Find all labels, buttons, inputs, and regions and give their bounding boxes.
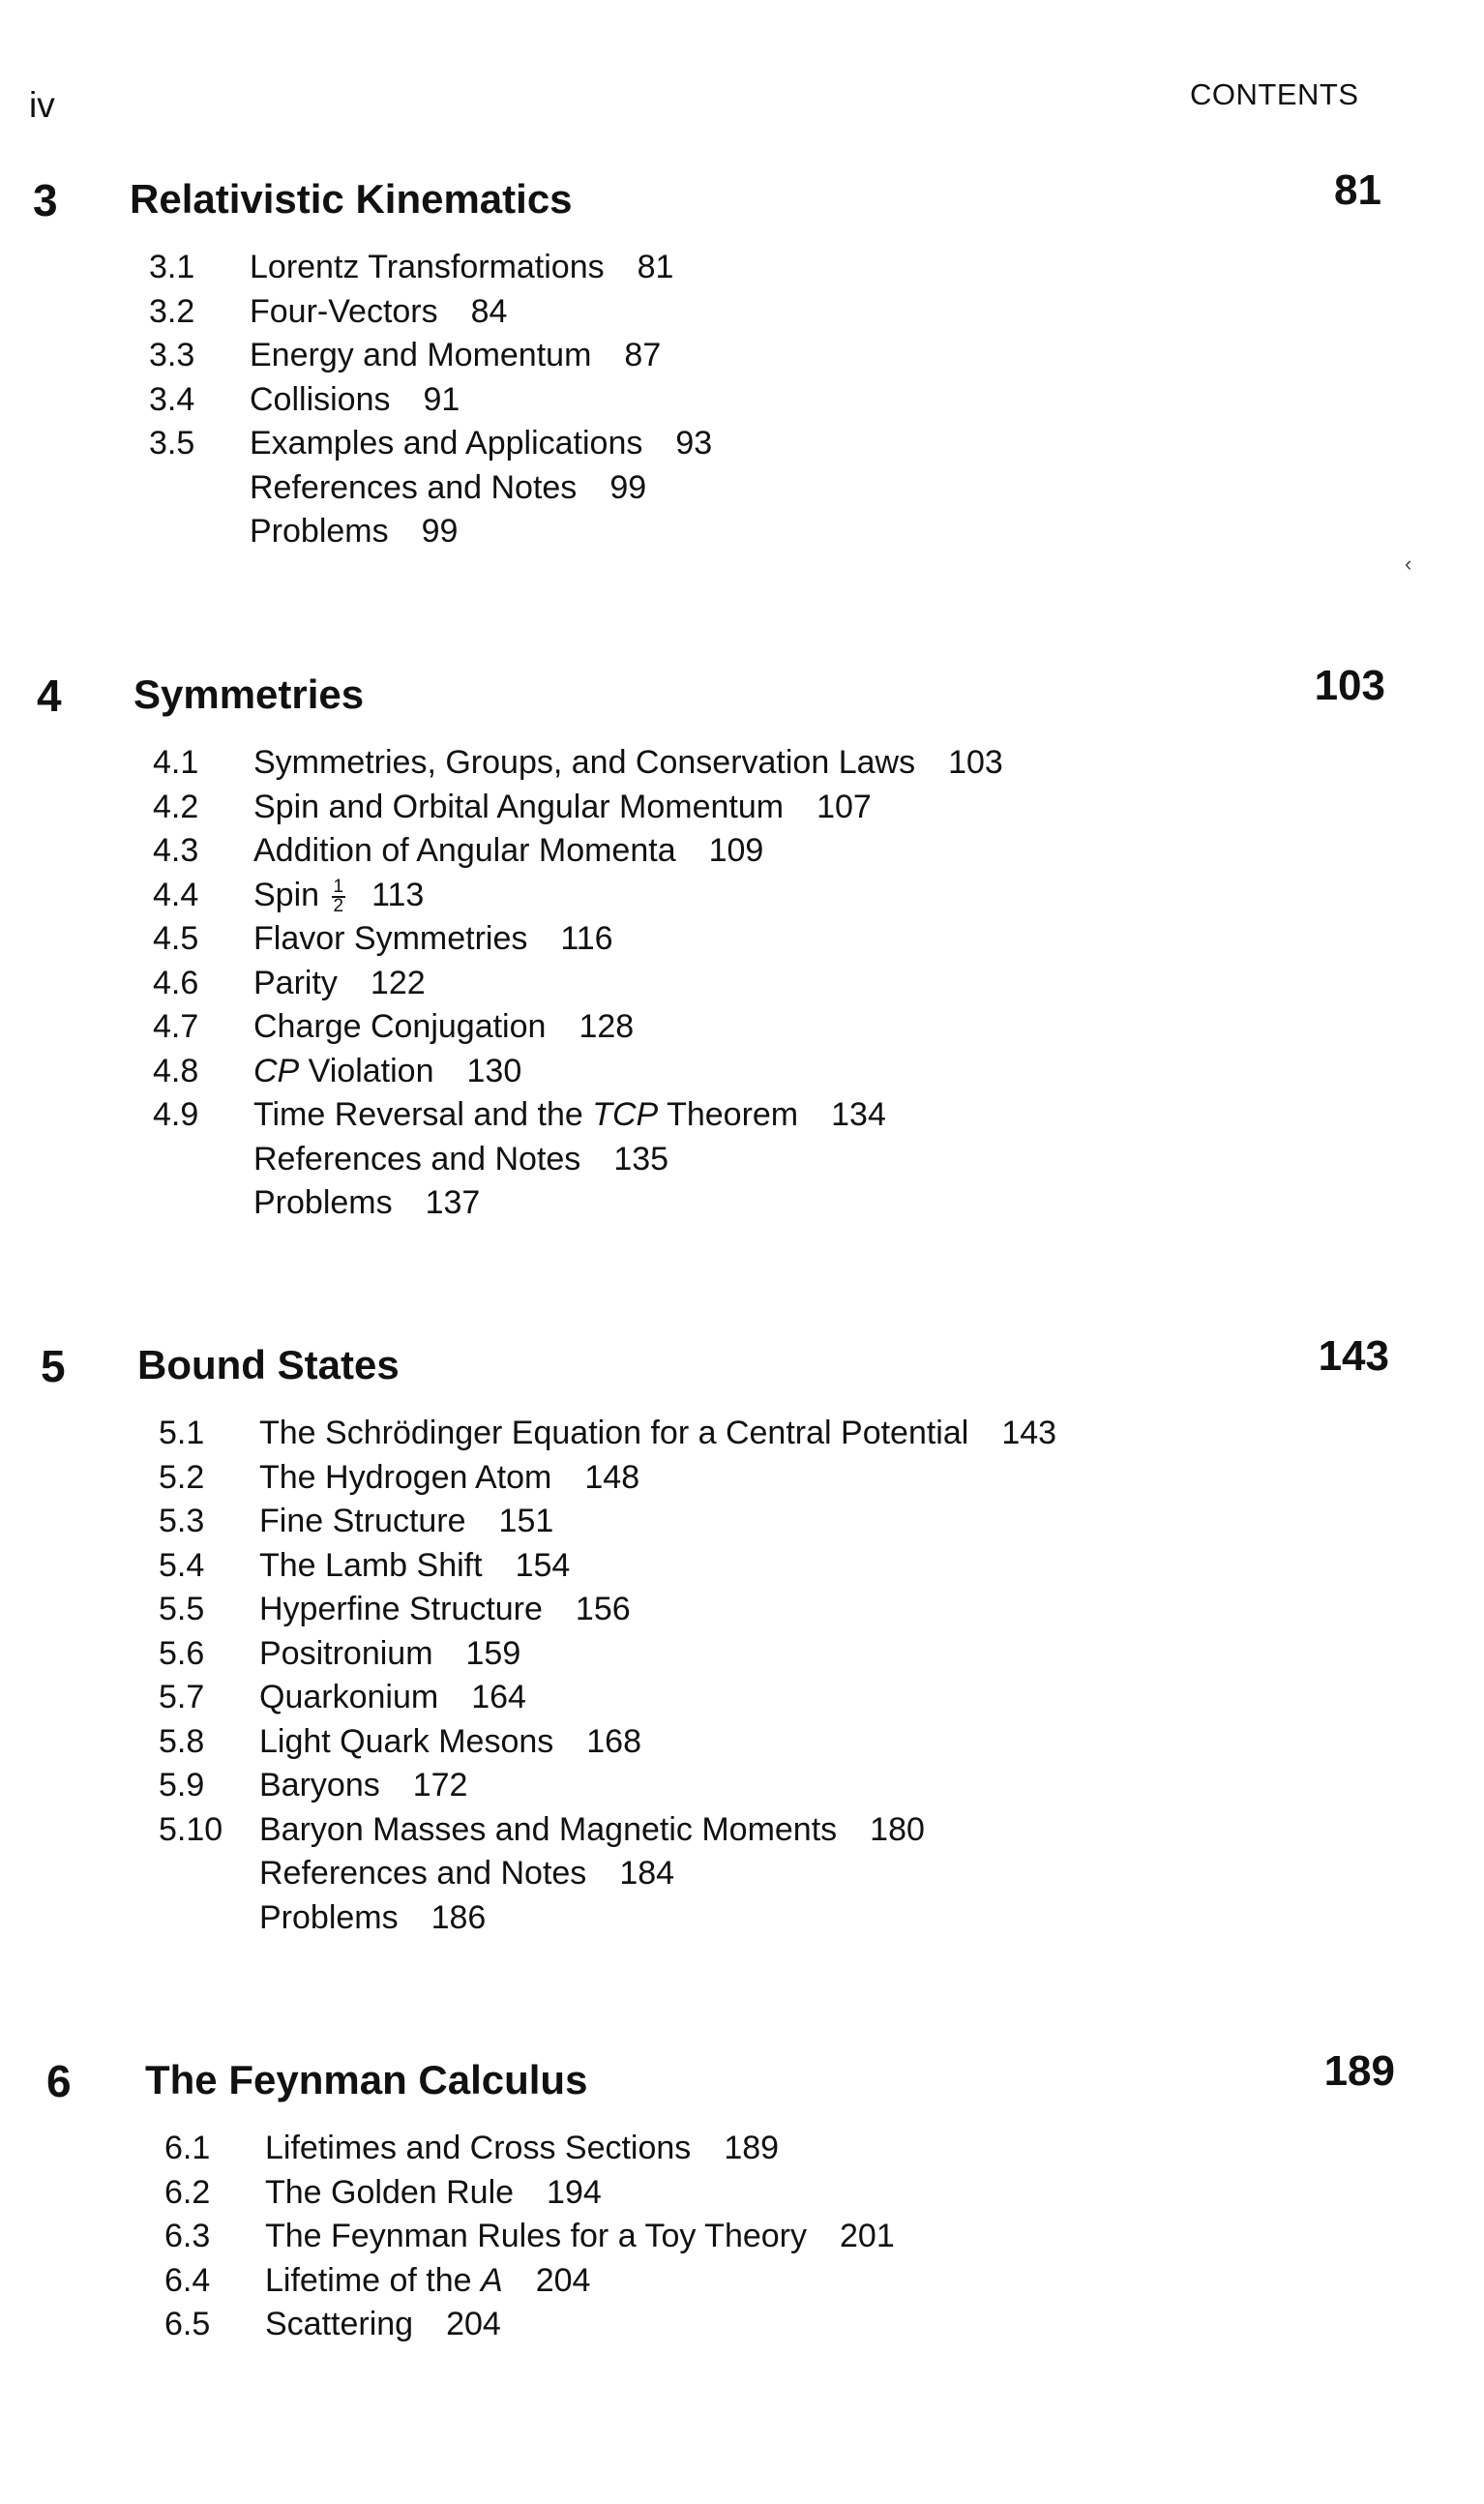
section-title: Spin and Orbital Angular Momentum 107: [253, 788, 872, 825]
section-number: 3.1: [149, 249, 195, 285]
section-page: 204: [535, 2261, 591, 2299]
section-number: 4.5: [153, 920, 199, 957]
section-number: 5.6: [159, 1634, 205, 1672]
toc-entry[interactable]: [0, 422, 1484, 466]
chapter-page: 189: [1323, 2047, 1395, 2095]
section-page: 156: [575, 1591, 631, 1627]
section-title: Problems 137: [253, 1184, 481, 1221]
toc-entry[interactable]: [0, 1093, 1484, 1138]
section-number: 4.1: [153, 744, 199, 781]
toc-entry[interactable]: [0, 1808, 1484, 1853]
toc-entry[interactable]: [0, 2303, 1484, 2347]
toc-entry[interactable]: [0, 334, 1484, 378]
chapter-header: [0, 2047, 1484, 2113]
toc-entry[interactable]: [0, 1500, 1484, 1544]
chapter-page: 103: [1314, 662, 1385, 709]
toc-entry[interactable]: [0, 1181, 1484, 1226]
section-list: [0, 1412, 1484, 1940]
toc-entry[interactable]: [0, 1852, 1484, 1896]
toc-entry[interactable]: [0, 1764, 1484, 1808]
section-page: 194: [547, 2173, 602, 2211]
one-half-fraction: $\frac{1}{2}$: [333, 876, 344, 916]
chapter-title[interactable]: Relativistic Kinematics: [130, 176, 573, 222]
section-page: 116: [560, 920, 613, 957]
section-page: 204: [446, 2306, 501, 2342]
section-title: References and Notes 99: [250, 468, 647, 506]
section-list: [0, 741, 1484, 1226]
toc-entry[interactable]: [0, 290, 1484, 335]
section-title: Examples and Applications 93: [250, 425, 713, 462]
section-number: 4.6: [153, 964, 199, 1001]
section-page: 130: [466, 1052, 522, 1089]
running-head: CONTENTS: [1190, 77, 1359, 111]
chapter-5: [0, 1332, 1484, 1940]
toc-entry[interactable]: [0, 1632, 1484, 1677]
section-title: Fine Structure 151: [259, 1503, 554, 1539]
chapter-3: [0, 166, 1484, 554]
toc-entry[interactable]: [0, 378, 1484, 423]
toc-entry[interactable]: [0, 829, 1484, 874]
section-title: Symmetries, Groups, and Conservation Laws 103: [253, 744, 1003, 781]
section-page: 189: [724, 2130, 780, 2166]
toc-entry[interactable]: [0, 1588, 1484, 1632]
section-number: 3.3: [149, 337, 195, 373]
section-number: 4.8: [153, 1052, 199, 1089]
section-title: Collisions 91: [250, 380, 460, 418]
chapter-title[interactable]: The Feynman Calculus: [145, 2057, 588, 2102]
toc-entry[interactable]: [0, 1138, 1484, 1182]
section-title: Light Quark Mesons 168: [259, 1722, 641, 1760]
chapter-title[interactable]: Symmetries: [134, 671, 365, 717]
toc-entry[interactable]: [0, 917, 1484, 962]
section-number: 5.4: [159, 1546, 205, 1584]
section-title: Hyperfine Structure 156: [259, 1591, 631, 1627]
chapter-number: 4: [37, 671, 62, 721]
section-page: 143: [1001, 1415, 1057, 1451]
section-page: 201: [840, 2218, 895, 2254]
section-title: Baryons 172: [259, 1767, 468, 1803]
section-number: 4.3: [153, 832, 199, 869]
chapter-4: [0, 662, 1484, 1226]
chapter-header: [0, 662, 1484, 728]
section-number: 4.2: [153, 788, 199, 825]
toc-entry[interactable]: [0, 1720, 1484, 1765]
section-number: 4.4: [153, 876, 199, 913]
section-number: 6.2: [164, 2173, 211, 2211]
section-title: Parity 122: [253, 964, 426, 1001]
section-page: 103: [948, 744, 1003, 781]
section-list: [0, 2127, 1484, 2347]
section-number: 3.4: [149, 380, 195, 418]
section-number: 6.1: [164, 2130, 211, 2166]
section-title: The Feynman Rules for a Toy Theory 201: [265, 2218, 895, 2254]
section-title: Scattering 204: [265, 2306, 501, 2342]
chapter-header: [0, 1332, 1484, 1398]
section-number: 5.9: [159, 1767, 205, 1803]
chapter-title[interactable]: Bound States: [137, 1342, 400, 1387]
toc-entry[interactable]: [0, 2215, 1484, 2259]
toc-entry[interactable]: [0, 1412, 1484, 1456]
section-title: The Lamb Shift 154: [259, 1546, 571, 1584]
section-title: Addition of Angular Momenta 109: [253, 832, 764, 869]
section-page: 84: [470, 292, 508, 330]
section-page: 172: [412, 1767, 468, 1803]
section-title: CP Violation 130: [253, 1052, 522, 1089]
section-title: The Golden Rule 194: [265, 2173, 602, 2211]
section-title: Lifetime of the A 204: [265, 2261, 591, 2299]
section-page: 107: [816, 788, 872, 825]
section-page: 154: [515, 1546, 571, 1584]
chapter-number: 3: [33, 175, 58, 225]
section-number: 5.8: [159, 1722, 205, 1760]
section-page: 91: [423, 380, 460, 418]
section-number: 6.4: [164, 2261, 211, 2299]
section-page: 180: [870, 1810, 925, 1848]
section-page: 128: [579, 1008, 635, 1045]
section-page: 148: [584, 1458, 640, 1496]
toc-entry[interactable]: [0, 1896, 1484, 1941]
section-number: 4.9: [153, 1096, 199, 1133]
section-title: Spin $\frac{1}{2}$ 113: [253, 876, 425, 916]
toc-entry[interactable]: [0, 246, 1484, 290]
section-number: 3.2: [149, 292, 195, 330]
section-title: Lifetimes and Cross Sections 189: [265, 2130, 780, 2166]
toc-entry[interactable]: [0, 962, 1484, 1006]
toc-entry[interactable]: [0, 874, 1484, 918]
section-number: 5.7: [159, 1679, 205, 1715]
section-title: Flavor Symmetries 116: [253, 920, 613, 957]
chapter-header: [0, 166, 1484, 232]
section-title: Time Reversal and the TCP Theorem 134: [253, 1096, 886, 1133]
section-number: 6.3: [164, 2218, 211, 2254]
section-page: 93: [675, 425, 713, 462]
section-page: 81: [637, 249, 674, 285]
section-number: 4.7: [153, 1008, 199, 1045]
section-page: 87: [624, 337, 662, 373]
section-title: References and Notes 184: [259, 1855, 675, 1892]
section-title: Quarkonium 164: [259, 1679, 526, 1715]
section-title: Charge Conjugation 128: [253, 1008, 635, 1045]
section-title: Positronium 159: [259, 1634, 521, 1672]
section-list: [0, 246, 1484, 554]
section-title: Problems 186: [259, 1898, 487, 1936]
toc-entry[interactable]: [0, 786, 1484, 830]
toc-entry[interactable]: [0, 2259, 1484, 2304]
section-title: Lorentz Transformations 81: [250, 249, 674, 285]
toc-entry[interactable]: [0, 1456, 1484, 1501]
chapter-page: 81: [1334, 166, 1381, 214]
toc-entry[interactable]: [0, 2127, 1484, 2171]
section-title: Problems 99: [250, 513, 459, 550]
section-title: Baryon Masses and Magnetic Moments 180: [259, 1810, 925, 1848]
section-number: 6.5: [164, 2306, 211, 2342]
toc-entry[interactable]: [0, 1676, 1484, 1720]
toc-entry[interactable]: [0, 1005, 1484, 1050]
section-number: 5.2: [159, 1458, 205, 1496]
toc-entry[interactable]: [0, 510, 1484, 554]
section-title: The Hydrogen Atom 148: [259, 1458, 640, 1496]
section-title: The Schrödinger Equation for a Central Potential 143: [259, 1415, 1057, 1451]
section-number: 5.5: [159, 1591, 205, 1627]
section-title: Energy and Momentum 87: [250, 337, 662, 373]
section-page: 99: [421, 513, 459, 550]
section-title: References and Notes 135: [253, 1140, 669, 1177]
page-number: iv: [29, 85, 55, 125]
section-page: 184: [619, 1855, 675, 1892]
section-title: Four-Vectors 84: [250, 292, 508, 330]
section-page: 109: [708, 832, 764, 869]
toc-entry[interactable]: [0, 1050, 1484, 1094]
section-page: 168: [586, 1722, 641, 1760]
section-number: 5.3: [159, 1503, 205, 1539]
section-page: 134: [831, 1096, 886, 1133]
section-page: 164: [471, 1679, 526, 1715]
section-page: 113: [371, 876, 425, 913]
toc-entry[interactable]: [0, 2171, 1484, 2216]
section-page: 186: [430, 1898, 487, 1936]
chapter-page: 143: [1318, 1332, 1389, 1380]
chapter-6: [0, 2047, 1484, 2347]
toc-entry[interactable]: [0, 741, 1484, 786]
toc-entry[interactable]: [0, 466, 1484, 511]
chapter-number: 5: [41, 1341, 66, 1391]
section-page: 137: [425, 1184, 481, 1221]
chapter-number: 6: [46, 2056, 72, 2106]
section-page: 135: [613, 1140, 669, 1177]
stray-mark: ‹: [1405, 551, 1412, 576]
section-page: 122: [370, 964, 426, 1001]
section-page: 159: [465, 1634, 521, 1672]
section-number: 3.5: [149, 425, 195, 462]
section-number: 5.10: [159, 1810, 223, 1848]
section-page: 151: [498, 1503, 554, 1539]
toc-entry[interactable]: [0, 1544, 1484, 1589]
section-page: 99: [609, 468, 647, 506]
section-number: 5.1: [159, 1415, 205, 1451]
